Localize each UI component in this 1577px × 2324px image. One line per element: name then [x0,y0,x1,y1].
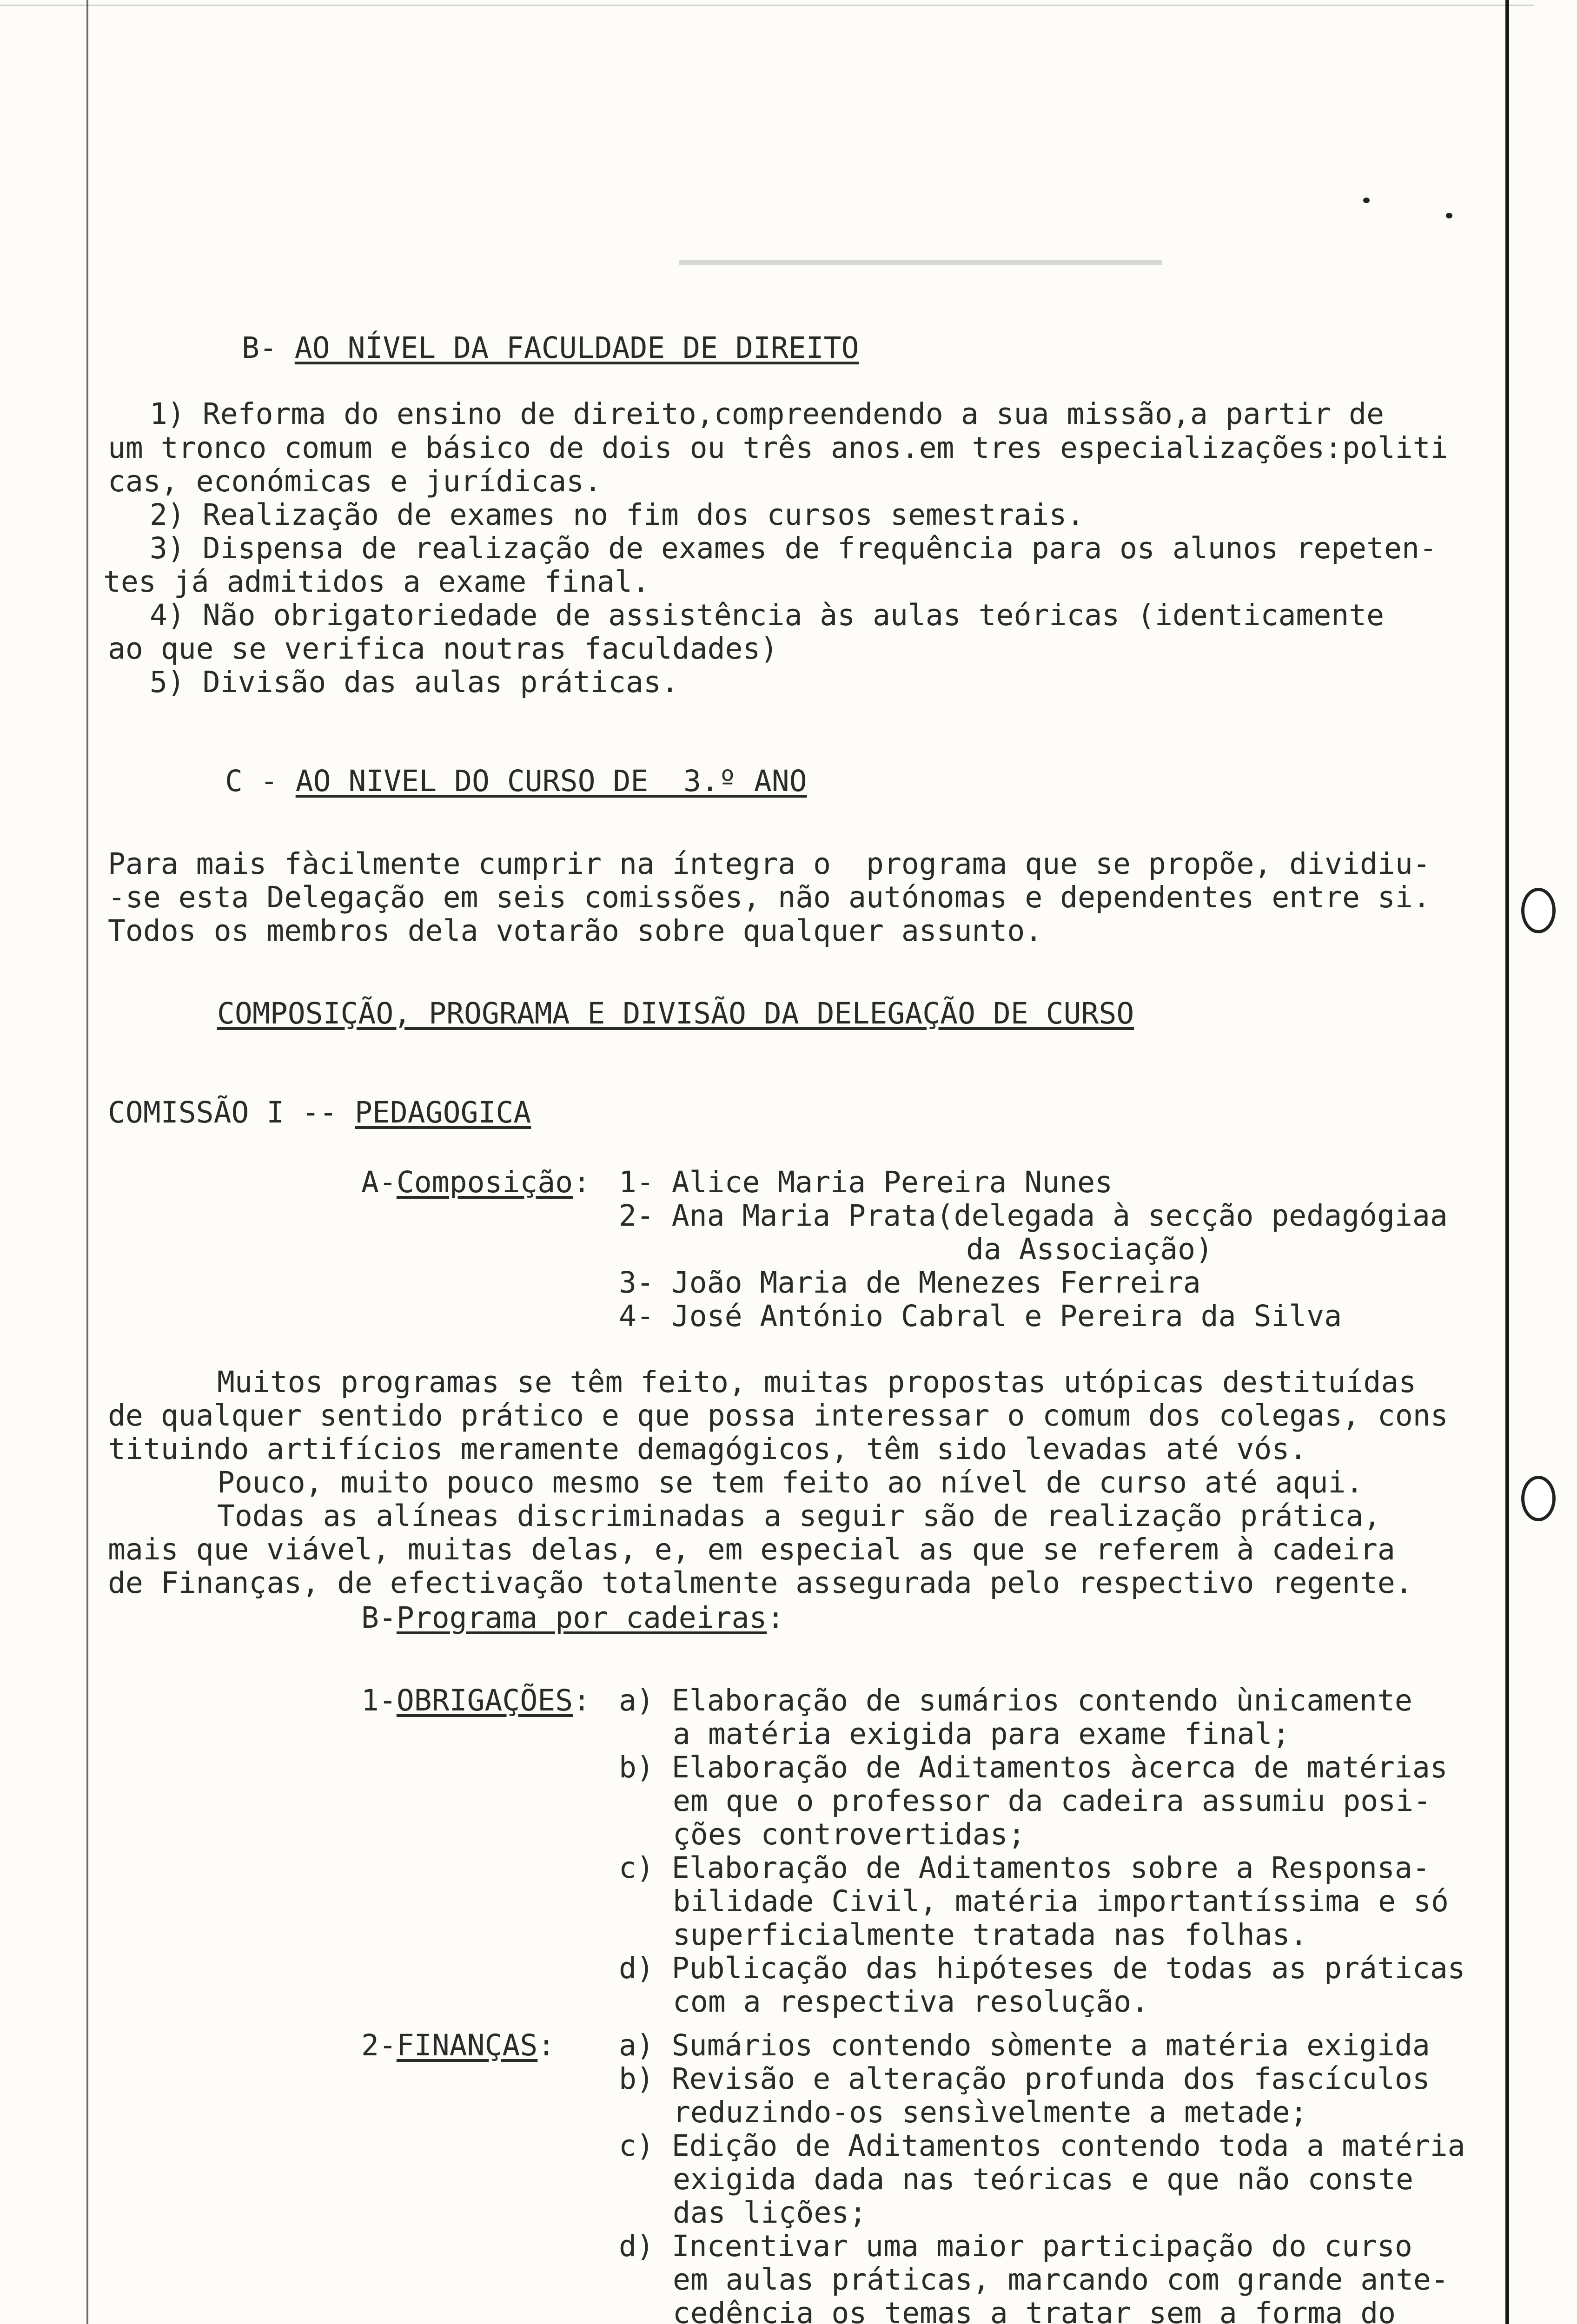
section-b-line: 2) Realização de exames no fim dos cursos semestrais. [150,498,1085,532]
left-margin-rule [86,0,88,2324]
section-b-line: um tronco comum e básico de dois ou três anos.em tres especializações:politi [108,431,1448,465]
programa-label: Programa por cadeiras [396,1601,767,1635]
paragraph-line: tituindo artifícios meramente demagógicos, têm sido levadas até vós. [108,1432,1307,1466]
financas-line: em aulas práticas, marcando com grande ante- [673,2263,1449,2297]
composicao-label [361,1166,590,1199]
composicao-colon: : [573,1165,591,1199]
obrigacoes-line: b) Elaboração de Aditamentos àcerca de matérias [619,1750,1448,1784]
punch-hole-lower [1521,1476,1556,1521]
paragraph-line: de qualquer sentido prático e que possa interessar o comum dos colegas, cons [108,1399,1448,1433]
punch-hole-upper [1521,888,1556,933]
obrigacoes-line: a) Elaboração de sumários contendo ùnicamente [619,1684,1412,1717]
financas-line: b) Revisão e alteração profunda dos fascículos [619,2062,1430,2096]
financas-line: a) Sumários contendo sòmente a matéria exigida [619,2028,1430,2062]
financas-prefix: 2- [361,2028,397,2062]
section-c-line: Para mais fàcilmente cumprir na íntegra o programa que se propõe, dividiu- [108,847,1431,881]
obrigacoes-word: OBRIGAÇÕES [396,1684,573,1717]
top-edge-line [0,5,1534,6]
financas-line: reduzindo-os sensìvelmente a metade; [673,2095,1308,2129]
financas-line: d) Incentivar uma maior participação do curso [619,2229,1412,2263]
obrigacoes-line: em que o professor da cadeira assumiu posi- [673,1784,1431,1818]
section-b-line: 3) Dispensa de realização de exames de frequência para os alunos repeten- [150,531,1437,565]
obrigacoes-line: c) Elaboração de Aditamentos sobre a Responsa- [619,1851,1430,1885]
section-b-prefix: B- [242,331,295,365]
composicao-word: Composição [396,1165,573,1199]
obrigacoes-prefix: 1- [361,1684,397,1717]
financas-line: c) Edição de Aditamentos contendo toda a matéria [619,2129,1465,2163]
faded-show-through [679,260,1162,265]
ink-speck [1363,198,1370,203]
member-line: 3- João Maria de Menezes Ferreira [619,1266,1201,1300]
comissao-name: PEDAGOGICA [355,1096,531,1129]
section-b-line: 5) Divisão das aulas práticas. [150,665,679,699]
comissao-prefix: COMISSÃO I -- [108,1096,355,1129]
paragraph-line: Todas as alíneas discriminadas a seguir são de realização prática, [217,1499,1381,1533]
financas-colon: : [537,2028,556,2062]
obrigacoes-line: bilidade Civil, matéria importantíssima e só [673,1884,1449,1918]
programa-heading [361,1601,784,1635]
financas-word: FINANÇAS [396,2028,538,2062]
financas-line: cedência os temas a tratar sem a forma do [673,2296,1396,2324]
section-b-title: AO NÍVEL DA FACULDADE DE DIREITO [294,331,859,365]
member-line: 4- José António Cabral e Pereira da Silva [619,1299,1342,1333]
section-b-line: ao que se verifica noutras faculdades) [108,632,778,666]
financas-line: das lições; [673,2196,867,2230]
paragraph-line: mais que viável, muitas delas, e, em especial as que se referem à cadeira [108,1532,1395,1566]
programa-prefix: B- [361,1601,397,1635]
section-c-prefix: C - [225,764,296,798]
programa-colon: : [767,1601,785,1635]
obrigacoes-label [361,1684,590,1717]
member-line: da Associação) [966,1232,1213,1266]
composicao-heading: COMPOSIÇÃO, PROGRAMA E DIVISÃO DA DELEGAÇÃO DE CURSO [217,997,1134,1030]
obrigacoes-line: ções controvertidas; [673,1817,1026,1851]
obrigacoes-line: superficialmente tratada nas folhas. [673,1918,1308,1952]
paragraph-line: de Finanças, de efectivação totalmente assegurada pelo respectivo regente. [108,1566,1413,1600]
section-c-title: AO NIVEL DO CURSO DE 3.º ANO [295,764,807,798]
member-line: 1- Alice Maria Pereira Nunes [619,1165,1113,1199]
paragraph-line: Pouco, muito pouco mesmo se tem feito ao nível de curso até aqui. [217,1466,1364,1499]
financas-label [361,2029,555,2062]
section-b-heading [242,331,859,365]
paragraph-line: Muitos programas se têm feito, muitas propostas utópicas destituídas [217,1365,1417,1399]
section-b-line: cas, económicas e jurídicas. [108,464,602,498]
obrigacoes-line: com a respectiva resolução. [673,1985,1149,2019]
obrigacoes-line: d) Publicação das hipóteses de todas as práticas [619,1951,1465,1985]
section-c-line: -se esta Delegação em seis comissões, não autónomas e dependentes entre si. [108,880,1431,914]
section-c-line: Todos os membros dela votarão sobre qualquer assunto. [108,914,1043,948]
financas-line: exigida dada nas teóricas e que não conste [673,2162,1414,2196]
obrigacoes-colon: : [573,1684,591,1717]
member-line: 2- Ana Maria Prata(delegada à secção pedagógiaa [619,1199,1448,1233]
section-b-line: 4) Não obrigatoriedade de assistência às aulas teóricas (identicamente [150,598,1385,632]
section-c-heading [225,765,807,798]
comissao-heading [108,1096,531,1129]
right-margin-rule [1505,0,1509,2324]
ink-speck [1446,213,1452,218]
section-b-line: 1) Reforma do ensino de direito,compreendendo a sua missão,a partir de [150,397,1385,431]
composicao-prefix: A- [361,1165,397,1199]
section-b-line: tes já admitidos a exame final. [103,565,650,599]
obrigacoes-line: a matéria exigida para exame final; [673,1717,1290,1751]
